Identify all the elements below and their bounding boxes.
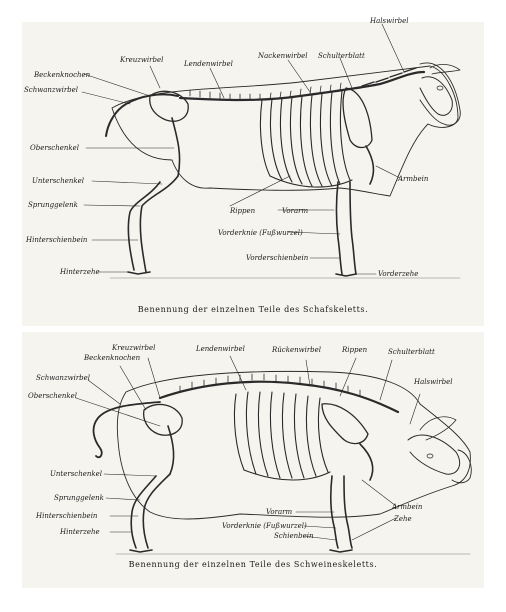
sheep-figure — [106, 63, 460, 278]
sheep-label-sprunggelenk: Sprunggelenk — [28, 201, 78, 209]
sheep-label-vorderschienbein: Vorderschienbein — [246, 254, 309, 262]
pig-label-armbein: Armbein — [392, 503, 423, 511]
sheep-label-hinterschienbein: Hinterschienbein — [26, 236, 88, 244]
pig-eye — [427, 454, 433, 458]
pig-label-schienbein: Schienbein — [274, 532, 314, 540]
pig-label-vorderknie: Vorderknie (Fußwurzel) — [222, 522, 307, 530]
pig-label-lendenwirbel: Lendenwirbel — [196, 345, 245, 353]
pig-pelvis — [144, 404, 183, 435]
pig-humerus — [360, 444, 373, 480]
sheep-scapula — [343, 88, 372, 148]
sheep-label-lendenwirbel: Lendenwirbel — [184, 60, 233, 68]
pig-label-schwanzwirbel: Schwanzwirbel — [36, 374, 91, 382]
sheep-foreleg — [336, 182, 356, 276]
sheep-label-armbein: Armbein — [398, 175, 429, 183]
pig-label-vorarm: Vorarm — [266, 508, 293, 516]
sheep-humerus — [366, 146, 373, 184]
sheep-label-nackenwirbel: Nackenwirbel — [258, 52, 308, 60]
pig-spine — [160, 382, 398, 412]
pig-caption: Benennung der einzelnen Teile des Schweineskeletts. — [128, 560, 378, 569]
pig-label-hinterschienbein: Hinterschienbein — [36, 512, 98, 520]
sheep-hindleg — [128, 118, 180, 274]
pig-label-beckenknochen: Beckenknochen — [84, 354, 141, 362]
pig-snout — [452, 450, 471, 483]
sheep-label-hinterzehe: Hinterzehe — [60, 268, 100, 276]
pig-skull — [408, 435, 460, 474]
sheep-label-halswirbel: Halswirbel — [370, 17, 409, 25]
sheep-label-schulterblatt: Schulterblatt — [318, 52, 365, 60]
sheep-label-vorderzehe: Vorderzehe — [378, 270, 419, 278]
pig-scapula — [322, 404, 368, 444]
sheep-caption: Benennung der einzelnen Teile des Schafskeletts. — [137, 305, 369, 314]
sheep-ribcage — [260, 91, 352, 187]
pig-label-sprunggelenk: Sprunggelenk — [54, 494, 104, 502]
sheep-label-vorarm: Vorarm — [282, 207, 309, 215]
sheep-label-schwanzwirbel: Schwanzwirbel — [24, 86, 79, 94]
pig-leader-lines — [76, 356, 423, 540]
pig-label-kreuzwirbel: Kreuzwirbel — [112, 344, 156, 352]
pig-label-rueckenwirbel: Rückenwirbel — [272, 346, 322, 354]
sheep-label-rippen: Rippen — [230, 207, 256, 215]
pig-label-zehe: Zehe — [394, 515, 412, 523]
sheep-eye — [437, 86, 443, 90]
sheep-label-beckenknochen: Beckenknochen — [34, 71, 91, 79]
sheep-label-vorderknie: Vorderknie (Fußwurzel) — [218, 229, 303, 237]
sheep-cranium — [420, 77, 452, 115]
pig-label-schulterblatt: Schulterblatt — [388, 348, 435, 356]
sheep-vertebra-processes — [190, 83, 341, 100]
sheep-label-kreuzwirbel: Kreuzwirbel — [120, 56, 164, 64]
sheep-label-unterschenkel: Unterschenkel — [32, 177, 85, 185]
pig-hindleg — [130, 426, 174, 552]
pig-foreleg — [330, 476, 352, 552]
sheep-label-oberschenkel: Oberschenkel — [30, 144, 80, 152]
pig-label-hinterzehe: Hinterzehe — [60, 528, 100, 536]
pig-label-unterschenkel: Unterschenkel — [50, 470, 103, 478]
pig-ribcage — [234, 392, 330, 480]
pig-label-rippen: Rippen — [342, 346, 368, 354]
pig-label-halswirbel: Halswirbel — [414, 378, 453, 386]
pig-label-oberschenkel: Oberschenkel — [28, 392, 78, 400]
